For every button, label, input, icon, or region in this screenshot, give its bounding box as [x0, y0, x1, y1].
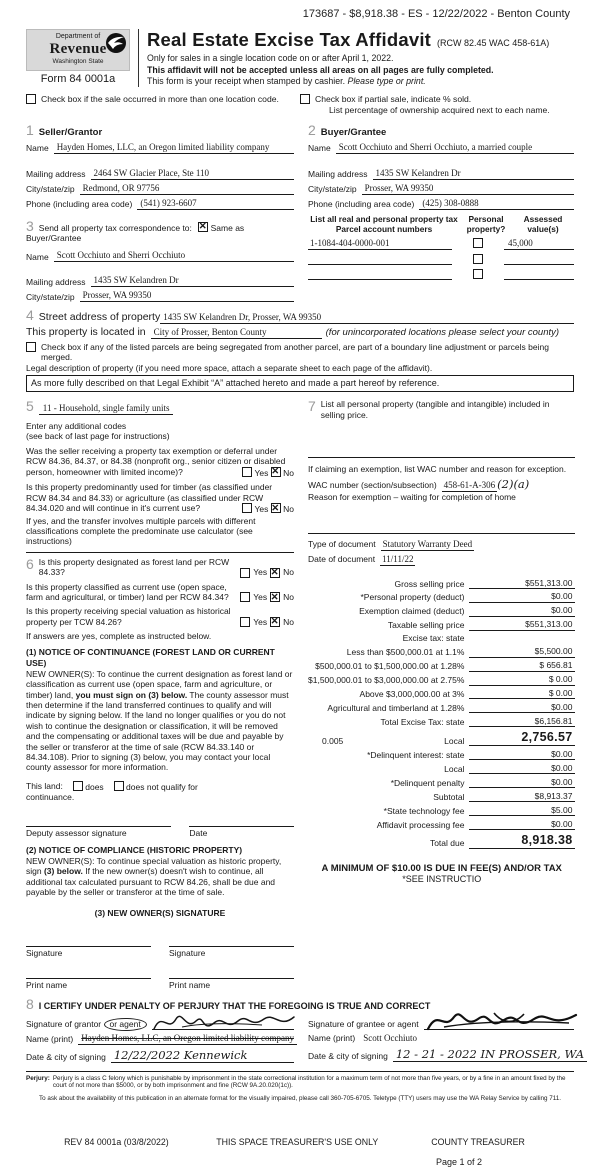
rev-number: REV 84 0001a (03/8/2022) — [64, 1136, 169, 1147]
section8-number: 8 — [26, 995, 34, 1012]
forest-land-question: 6 Is this property designated as forest land per RCW 84.33? Yes ✕ No — [26, 557, 294, 578]
grantee-signature-line[interactable] — [424, 1017, 574, 1030]
section7-number: 7 — [308, 398, 316, 415]
logo-agency-top: Department of — [55, 33, 101, 41]
receipt-stamp-line: 173687 - $8,918.38 - ES - 12/22/2022 - Benton County — [302, 8, 570, 20]
tier2-tax[interactable]: $ 656.81 — [469, 660, 575, 671]
use-code-field[interactable]: 11 - Household, single family units — [39, 403, 174, 415]
located-in-field[interactable]: City of Prosser, Benton County — [151, 327, 322, 339]
local-rate: 0.005 — [322, 735, 344, 746]
correspondence-mailing-field[interactable]: 1435 SW Kelandren Dr — [91, 275, 294, 287]
header-divider — [138, 29, 139, 87]
buyer-phone-field[interactable]: (425) 308-0888 — [419, 198, 574, 210]
logo-agency-name: Revenue — [49, 40, 107, 57]
parcel-row — [308, 254, 574, 265]
buyer-city-field[interactable]: Prosser, WA 99350 — [362, 183, 574, 195]
personal-property-checkbox[interactable] — [473, 269, 483, 279]
s6q3-yes-checkbox[interactable] — [240, 617, 250, 627]
seller-city-field[interactable]: Redmond, OR 97756 — [80, 183, 294, 195]
seller-phone-field[interactable]: (541) 923-6607 — [137, 198, 294, 210]
s5q2-no-checkbox[interactable] — [271, 503, 281, 513]
grantor-print-name-field[interactable]: Hayden Homes, LLC, an Oregon limited liability company — [78, 1033, 297, 1045]
grantee-date-city-field[interactable]: 12 - 21 - 2022 IN PROSSER, WA — [393, 1047, 587, 1062]
delinquent-interest-state[interactable]: $0.00 — [469, 749, 575, 760]
section2-number: 2 — [308, 122, 316, 139]
s5q1-no-checkbox[interactable] — [271, 467, 281, 477]
parcel-number-field[interactable] — [308, 254, 452, 265]
legal-description-box[interactable]: As more fully described on that Legal Exhibit “A” attached hereto and made a part hereof by reference. — [26, 375, 574, 392]
deputy-assessor-signature-line[interactable] — [26, 814, 171, 827]
total-due[interactable]: 8,918.38 — [469, 833, 575, 849]
form-number: Form 84 0001a — [40, 72, 116, 85]
same-as-buyer-checkbox[interactable] — [198, 222, 208, 232]
parcel-number-field[interactable] — [308, 269, 452, 280]
wac-handwritten-note: (2)(a) — [497, 477, 530, 492]
grantee-signature-image — [424, 1005, 584, 1035]
logo-agency-sub: Washington State — [52, 57, 104, 65]
form-header — [26, 29, 574, 87]
wac-number-field[interactable]: 458-61-A-306 — [443, 480, 496, 491]
parcel-table-header: List all real and personal property tax Parcel account numbers Personal property? Assessed value(s) — [310, 213, 563, 234]
grantor-signature-image — [152, 1009, 302, 1035]
seller-mailing-field[interactable]: 2464 SW Glacier Place, Ste 110 — [91, 168, 294, 180]
s5q1-yes-checkbox[interactable] — [242, 467, 252, 477]
s6q1-yes-checkbox[interactable] — [240, 568, 250, 578]
assessed-value-field[interactable] — [504, 269, 574, 280]
alt-format-note: To ask about the availability of this publication in an alternate format for the visually impaired, please call 360-705-6705. Teletype (TTY) users may use the WA Relay Service by calling 711. — [38, 1094, 562, 1102]
buyer-name-field[interactable]: Scott Occhiuto and Sherri Occhiuto, a married couple — [336, 142, 574, 154]
subtitle-3: This form is your receipt when stamped by cashier. Please type or print. — [147, 76, 426, 87]
section6-number: 6 — [26, 555, 34, 572]
deputy-date-line[interactable] — [189, 814, 294, 827]
county-treasurer-label: COUNTY TREASURER — [431, 1136, 525, 1147]
land-qualify-row: This land: does does not qualify for — [26, 780, 198, 792]
section2-title: Buyer/Grantee — [320, 127, 387, 139]
assessed-value-field[interactable]: 45,000 — [504, 238, 574, 250]
page-title: Real Estate Excise Tax Affidavit — [147, 29, 432, 51]
partial-sale-checkbox[interactable] — [300, 94, 310, 104]
s5q2-yes-checkbox[interactable] — [242, 503, 252, 513]
dor-logo — [26, 29, 130, 70]
tier4-tax[interactable]: $ 0.00 — [469, 688, 575, 699]
assessed-value-field[interactable] — [504, 254, 574, 265]
section5-number: 5 — [26, 398, 34, 415]
exemption-reason: Reason for exemption – waiting for completion of home — [308, 492, 516, 503]
footer-row — [26, 1137, 574, 1148]
title-rcw-ref: (RCW 82.45 WAC 458-61A) — [437, 38, 550, 49]
s6q1-no-checkbox[interactable] — [270, 568, 280, 578]
treasurer-space-label: THIS SPACE TREASURER'S USE ONLY — [216, 1136, 379, 1147]
correspondence-city-field[interactable]: Prosser, WA 99350 — [80, 290, 294, 302]
gross-selling-price[interactable]: $551,313.00 — [469, 578, 575, 589]
new-owner-signature-line-2[interactable] — [169, 934, 294, 947]
delinquent-penalty[interactable]: $0.00 — [469, 777, 575, 788]
certification-section: 8 I CERTIFY UNDER PENALTY OF PERJURY THAT THE FOREGOING IS TRUE AND CORRECT Signature of grantor or agent Name (print) Hayden Homes, LLC, an Oregon limited liability company Date & city of signing 12/22/2022 Kennewick Signature of grantee or agent Name (print) Scott Occhiuto Date & city of signing 12 - 21 - 2022 IN PROSSER, WA — [26, 997, 574, 1063]
local-excise-tax[interactable]: 2,756.57 — [469, 730, 575, 746]
correspondence-section: 3 Send all property tax correspondence to: ✕ Same as Buyer/Grantee — [26, 219, 294, 244]
subtitle-1: Only for sales in a single location code on or after April 1, 2022. — [147, 52, 394, 63]
multi-location-checkbox[interactable] — [26, 94, 36, 104]
subtotal[interactable]: $8,913.37 — [469, 791, 575, 802]
historic-property-question: Is this property receiving special valuation as historical property per TCW 84.26? Yes ✕ No — [26, 606, 294, 627]
parcel-number-field[interactable]: 1-1084-404-0000-001 — [308, 238, 452, 250]
buyer-mailing-field[interactable]: 1435 SW Kelandren Dr — [373, 168, 574, 180]
s6q2-no-checkbox[interactable] — [270, 592, 280, 602]
personal-property-blank-line[interactable] — [308, 446, 575, 458]
land-does-not-checkbox[interactable] — [114, 781, 124, 791]
section4-number: 4 — [26, 307, 34, 324]
exemption-claimed-deduct[interactable]: $0.00 — [469, 605, 575, 616]
state-technology-fee[interactable]: $5.00 — [469, 805, 575, 816]
affidavit-processing-fee[interactable]: $0.00 — [469, 819, 575, 830]
personal-property-deduct[interactable]: $0.00 — [469, 591, 575, 602]
perjury-note: Perjury: Perjury is a class C felony which is punishable by imprisonment in the state correctional institution for a maximum term of not more than five years, or by a fine in an amount fixed by the court of not more than $5000, or by both imprisonment and fine (RCW 9A.20.020(1c)). — [26, 1071, 574, 1090]
taxable-selling-price[interactable]: $551,313.00 — [469, 619, 575, 630]
s6q3-no-checkbox[interactable] — [270, 617, 280, 627]
partial-sale-check[interactable]: Check box if partial sale, indicate % sold. List percentage of ownership acquired next to each name. — [300, 94, 574, 115]
property-location-section: 4 Street address of property 1435 SW Kelandren Dr, Prosser, WA 99350 This property is located in City of Prosser, Benton County (for unincorporated locations please select your county) Check box if any of the listed parcels are being segregated from another parcel, are part of a boundary line adjustment or parcels being merged. Legal description of property (if you need more space, attach a separate sheet to each page of the affidavit). As more fully described on that Legal Exhibit “A” attached hereto and made a part hereof by reference. — [26, 308, 574, 392]
personal-property-section: 7 List all personal property (tangible and intangible) included in selling price. If claiming an exemption, list WAC number and reason for exception. WAC number (section/subsection) 458-61-A-306 (2)(a) Reason for exemption – waiting for completion of home Type of document Statutory Warranty Deed Date of document 11/11/22 Gross selling price $551,313.00 *Personal property (deduct) $0.00 Exemption claimed (deduct) $0.00 Taxable selling price $551,313.00 Excise tax: state Less than $500,000.01 at 1.1% $5,500.00 $500,000.01 to $1,500,000.00 at 1.28% $ 656.81 $1,500,000.01 to $3,000,000.00 at 2.75% $ 0.00 Above $3,000,000.00 at 3% $ 0.00 Agricultural and timberland at 1.28% $0.00 Total Excise Tax: state $6,156.81 0.005 Local 2,756.57 *Delinquent interest: state $0.00 Local $0.00 *Delinquent penalty $0.00 Subtotal $8,913.37 *State technology fee $5.00 Affidavit processing fee $0.00 Total due 8,918.38 A MINIMUM OF $10.00 IS DUE IN FEE(S) AND/OR TAX *SEE INSTRUCTIO — [308, 399, 575, 990]
personal-property-checkbox[interactable] — [473, 254, 483, 264]
new-owner-print-name-line-1[interactable] — [26, 966, 151, 979]
seller-grantor-section: 1 Seller/Grantor Name Hayden Homes, LLC, an Oregon limited liability company Mailing address 2464 SW Glacier Place, Ste 110 City/state/zip Redmond, OR 97756 Phone (including area code) (541) 923-6607 3 Send all property tax correspondence to: ✕ Same as Buyer/Grantee Name Scott Occhiuto and Sherri Occhiuto Mailing address 1435 SW Kelandren Dr City/state/zip Prosser, WA 99350 — [26, 123, 294, 302]
segregated-checkbox[interactable] — [26, 342, 36, 352]
grantor-date-city-field[interactable]: 12/22/2022 Kennewick — [111, 1048, 294, 1063]
tier1-tax[interactable]: $5,500.00 — [469, 646, 575, 657]
document-type-field[interactable]: Statutory Warranty Deed — [382, 538, 473, 549]
s6q2-yes-checkbox[interactable] — [240, 592, 250, 602]
land-does-checkbox[interactable] — [73, 781, 83, 791]
total-excise-state[interactable]: $6,156.81 — [469, 716, 575, 727]
current-use-question: Is this property classified as current use (open space, farm and agricultural, or timber) land per RCW 84.34? Yes ✕ No — [26, 582, 294, 603]
document-date-field[interactable]: 11/11/22 — [382, 553, 414, 564]
personal-property-checkbox[interactable] — [473, 238, 483, 248]
parcel-row — [308, 269, 574, 280]
section3-number: 3 — [26, 217, 34, 234]
new-owner-signature-line-1[interactable] — [26, 934, 151, 947]
parcel-row — [308, 238, 574, 250]
minimum-fee-note: A MINIMUM OF $10.00 IS DUE IN FEE(S) AND/OR TAX — [321, 862, 562, 874]
delinquent-interest-local[interactable]: $0.00 — [469, 763, 575, 774]
page-number: Page 1 of 2 — [435, 1157, 482, 1168]
buyer-grantee-section: 2 Buyer/Grantee Name Scott Occhiuto and Sherri Occhiuto, a married couple Mailing address 1435 SW Kelandren Dr City/state/zip Prosser, WA 99350 Phone (including area code) (425) 308-0888 List all real and personal property tax Parcel account numbers Personal property? Assessed value(s) 1-1084-404-0000-001 45,000 — [308, 123, 574, 302]
subtitle-2: This affidavit will not be accepted unless all areas on all pages are fully completed. — [147, 64, 494, 75]
correspondence-name-field[interactable]: Scott Occhiuto and Sherri Occhiuto — [54, 250, 294, 262]
new-owner-print-name-line-2[interactable] — [169, 966, 294, 979]
street-address-field[interactable]: 1435 SW Kelandren Dr, Prosser, WA 99350 — [160, 312, 574, 324]
section1-title: Seller/Grantor — [38, 127, 103, 139]
grantee-print-name-field[interactable]: Scott Occhiuto — [363, 1032, 417, 1043]
section1-number: 1 — [26, 122, 34, 139]
grantor-signature-line[interactable] — [152, 1017, 294, 1030]
multi-location-check[interactable]: Check box if the sale occurred in more than one location code. — [26, 94, 300, 115]
dor-swoosh-icon — [105, 32, 127, 56]
use-codes-section: 5 11 - Household, single family units Enter any additional codes (see back of last page for instructions) Was the seller receiving a property tax exemption or deferral under RCW 84.36, 84.37, or 84.38 (nonprofit org., senior citizen or disabled person, homeowner with limited income)? Yes ✕ No Is this property predominantly used for timber (as classified under RCW 84.34 and 84.33) or agriculture (as classified under RCW 84.34.020 and will continue in it's current use? Yes ✕ No If yes, and the transfer involves multiple parcels with different classifications complete the predominate use calculator (see instructions) 6 Is this property designated as forest land per RCW 84.33? Yes ✕ No Is this property classified as current use (open space, farm and agricultural, or timber) land per RCW 84.34? Yes ✕ No Is this property receiving special valuation as historical property per TCW 84.26? Yes ✕ No If answers are yes, complete as instructed below. (1) NOTICE OF CONTINUANCE (FOREST LAND OR CURRENT USE) NEW OWNER(S): To continue the current designation as forest land or classification as current use (open space, farm and agriculture, or timber) land, you must sign on (3) below. The county assessor must then determine if the land transferred continues to qualify and will indicate by signing below. If the land no longer qualifies or you do not wish to continue the designation or classification, it will be removed and the compensating or additional taxes will be due and payable by the seller or transferor at the time of sale (RCW 84.33.140 or 84.34.108). Prior to signing (3) below, you may contact your local county assessor for more information. This land: does does not qualify for continuance. Deputy assessor signature Date (2) NOTICE OF COMPLIANCE (HISTORIC PROPERTY) NEW OWNER(S): To continue special valuation as historic property, sign (3) below. If the new owner(s) doesn't wish to continue, all additional tax calculated pursuant to RCW 84.26, shall be due and payable by the seller or transferor at the time of sale. (3) NEW OWNER(S) SIGNATURE Signature Signature Print name Print name — [26, 399, 294, 990]
agricultural-tax[interactable]: $0.00 — [469, 702, 575, 713]
tier3-tax[interactable]: $ 0.00 — [469, 674, 575, 685]
tax-computation-table: Gross selling price $551,313.00 *Personal property (deduct) $0.00 Exemption claimed (deduct) $0.00 Taxable selling price $551,313.00 Excise tax: state Less than $500,000.01 at 1.1% $5,500.00 $500,000.01 to $1,500,000.00 at 1.28% $ 656.81 $1,500,000.01 to $3,000,000.00 at 2.75% $ 0.00 Above $3,000,000.00 at 3% $ 0.00 Agricultural and timberland at 1.28% $0.00 Total Excise Tax: state $6,156.81 0.005 Local 2,756.57 *Delinquent interest: state $0.00 Local $0.00 *Delinquent penalty $0.00 Subtotal $8,913.37 *State technology fee $5.00 Affidavit processing fee $0.00 Total due 8,918.38 — [308, 578, 575, 849]
seller-name-field[interactable]: Hayden Homes, LLC, an Oregon limited liability company — [54, 142, 294, 154]
